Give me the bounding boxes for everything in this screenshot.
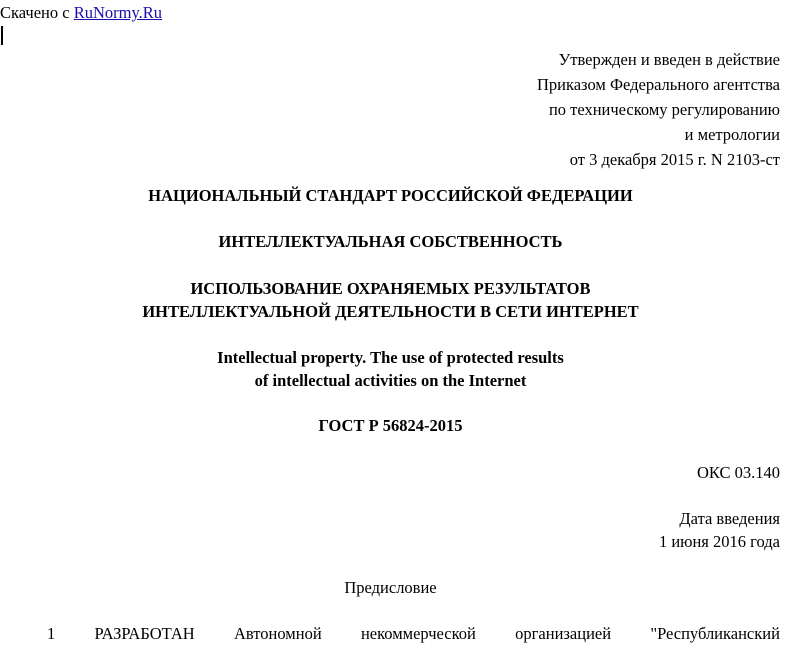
- title-ru-line-1: ИСПОЛЬЗОВАНИЕ ОХРАНЯЕМЫХ РЕЗУЛЬТАТОВ: [190, 279, 591, 298]
- paragraph-word: "Республиканский: [650, 624, 780, 643]
- foreword-paragraph-1: [47, 622, 780, 645]
- title-en-line-2: of intellectual activities on the Internet: [254, 371, 527, 390]
- source-link[interactable]: RuNormy.Ru: [73, 3, 163, 22]
- text-cursor: [1, 26, 3, 45]
- approval-line: Утвержден и введен в действие: [558, 50, 780, 69]
- approval-line: и метрологии: [684, 125, 780, 144]
- title-en-line-1: Intellectual property. The use of protected results: [217, 348, 564, 367]
- approval-line: от 3 декабря 2015 г. N 2103-ст: [569, 150, 780, 169]
- intro-date-value: 1 июня 2016 года: [658, 532, 780, 551]
- approval-line: по техническому регулированию: [548, 100, 780, 119]
- paragraph-word: некоммерческой: [360, 624, 476, 643]
- paragraph-word: организацией: [515, 624, 612, 643]
- intro-date-label: Дата введения: [679, 509, 780, 528]
- standard-type-heading: НАЦИОНАЛЬНЫЙ СТАНДАРТ РОССИЙСКОЙ ФЕДЕРАЦИИ: [148, 186, 633, 205]
- source-line: [0, 3, 162, 23]
- standard-code: ГОСТ Р 56824-2015: [318, 416, 463, 435]
- title-ru-line-2: ИНТЕЛЛЕКТУАЛЬНОЙ ДЕЯТЕЛЬНОСТИ В СЕТИ ИНТЕРНЕТ: [142, 302, 639, 321]
- source-prefix: Скачено с: [0, 3, 74, 22]
- title-en-block: [0, 346, 781, 392]
- approval-line: Приказом Федерального агентства: [536, 75, 780, 94]
- paragraph-word: Автономной: [234, 624, 322, 643]
- oks-code: ОКС 03.140: [696, 463, 780, 482]
- foreword-heading: Предисловие: [344, 578, 437, 597]
- paragraph-word: РАЗРАБОТАН: [94, 624, 195, 643]
- approval-block: [537, 47, 780, 172]
- subject-heading: ИНТЕЛЛЕКТУАЛЬНАЯ СОБСТВЕННОСТЬ: [218, 232, 563, 251]
- intro-date-block: [659, 507, 780, 553]
- paragraph-word: 1: [47, 624, 56, 643]
- title-ru-block: [0, 277, 781, 323]
